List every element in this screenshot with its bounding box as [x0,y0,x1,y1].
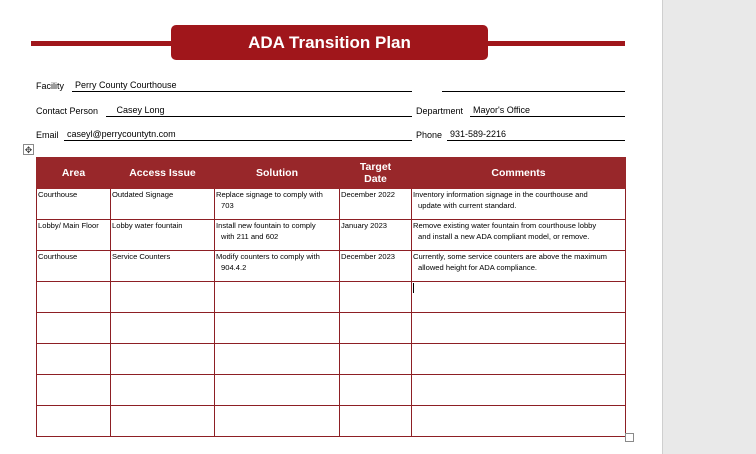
cell-solution-line: Replace signage to comply with [216,190,323,199]
cell-solution[interactable] [215,406,340,437]
cell-issue[interactable] [111,313,215,344]
cell-solution[interactable] [215,220,340,251]
contact-person-label: Contact Person [36,106,99,116]
cell-solution[interactable] [215,189,340,220]
cell-issue[interactable] [111,344,215,375]
cell-issue[interactable]: Outdated Signage [111,189,215,220]
cell-date[interactable] [340,375,412,406]
cell-comments[interactable] [412,344,626,375]
table-row [37,375,626,406]
move-arrows-icon[interactable]: ✥ [24,145,33,155]
cell-area[interactable] [37,282,111,313]
cell-comments-line: update with current standard. [418,200,517,210]
department-label: Department [416,106,464,116]
contact-person-value: Casey Long [116,105,165,115]
cell-solution[interactable] [215,313,340,344]
cell-solution-line: Install new fountain to comply [216,221,316,230]
cell-area[interactable]: Courthouse [37,189,111,220]
cell-area[interactable] [37,375,111,406]
table-row [37,189,626,220]
header-comments[interactable]: Comments [412,158,626,189]
cell-area[interactable] [37,344,111,375]
cell-comments[interactable] [412,282,626,313]
cell-comments[interactable] [412,189,626,220]
cell-date[interactable] [340,406,412,437]
cell-solution[interactable] [215,344,340,375]
cell-solution-line: with 211 and 602 [221,231,279,241]
resize-handle-icon[interactable] [625,433,634,442]
cell-area[interactable]: Lobby/ Main Floor [37,220,111,251]
phone-label: Phone [416,130,443,140]
cell-comments[interactable] [412,220,626,251]
cell-issue[interactable] [111,282,215,313]
cell-issue[interactable]: Lobby water fountain [111,220,215,251]
email-label: Email [36,130,59,140]
cell-date[interactable]: January 2023 [340,220,412,251]
cell-date[interactable]: December 2023 [340,251,412,282]
facility-field[interactable]: Perry County Courthouse [72,78,412,92]
ada-plan-table [36,157,626,437]
cell-area[interactable] [37,313,111,344]
table-header-row [37,158,626,189]
cell-date[interactable]: December 2022 [340,189,412,220]
facility-label: Facility [36,81,65,91]
cell-solution-line: 904.4.2 [221,262,247,272]
header-target-date-text: Target Date [359,161,392,185]
cell-comments-line: and install a new ADA compliant model, or remove. [418,231,590,241]
table-row [37,282,626,313]
cell-solution[interactable] [215,251,340,282]
header-area[interactable]: Area [37,158,111,189]
table-row [37,220,626,251]
contact-person-field[interactable] [106,103,412,117]
cell-comments-line: allowed height for ADA compliance. [418,262,538,272]
phone-field[interactable]: 931-589-2216 [447,127,625,141]
header-target-date[interactable] [340,158,412,189]
cell-comments[interactable] [412,406,626,437]
email-field[interactable]: caseyl@perrycountytn.com [64,127,412,141]
cell-area[interactable]: Courthouse [37,251,111,282]
cell-solution[interactable] [215,375,340,406]
cell-comments[interactable] [412,375,626,406]
cell-date[interactable] [340,282,412,313]
cell-issue[interactable] [111,406,215,437]
cell-comments-line: Inventory information signage in the courthouse and [413,190,588,199]
table-row [37,406,626,437]
cell-comments[interactable] [412,251,626,282]
cell-area[interactable] [37,406,111,437]
cell-comments-line: Remove existing water fountain from courthouse lobby [413,221,597,230]
cell-date[interactable] [340,313,412,344]
table-row [37,313,626,344]
cell-solution[interactable] [215,282,340,313]
cell-solution-line: 703 [221,200,234,210]
department-field[interactable]: Mayor's Office [470,103,625,117]
table-row [37,344,626,375]
cell-issue[interactable] [111,375,215,406]
header-solution[interactable]: Solution [215,158,340,189]
text-cursor [413,283,414,293]
cell-comments[interactable] [412,313,626,344]
cell-issue[interactable]: Service Counters [111,251,215,282]
blank-field[interactable] [442,78,625,92]
cell-date[interactable] [340,344,412,375]
page-title[interactable]: ADA Transition Plan [171,25,488,60]
table-row [37,251,626,282]
cell-comments-line: Currently, some service counters are above the maximum [413,252,607,261]
header-access-issue[interactable]: Access Issue [111,158,215,189]
cell-solution-line: Modify counters to comply with [216,252,320,261]
